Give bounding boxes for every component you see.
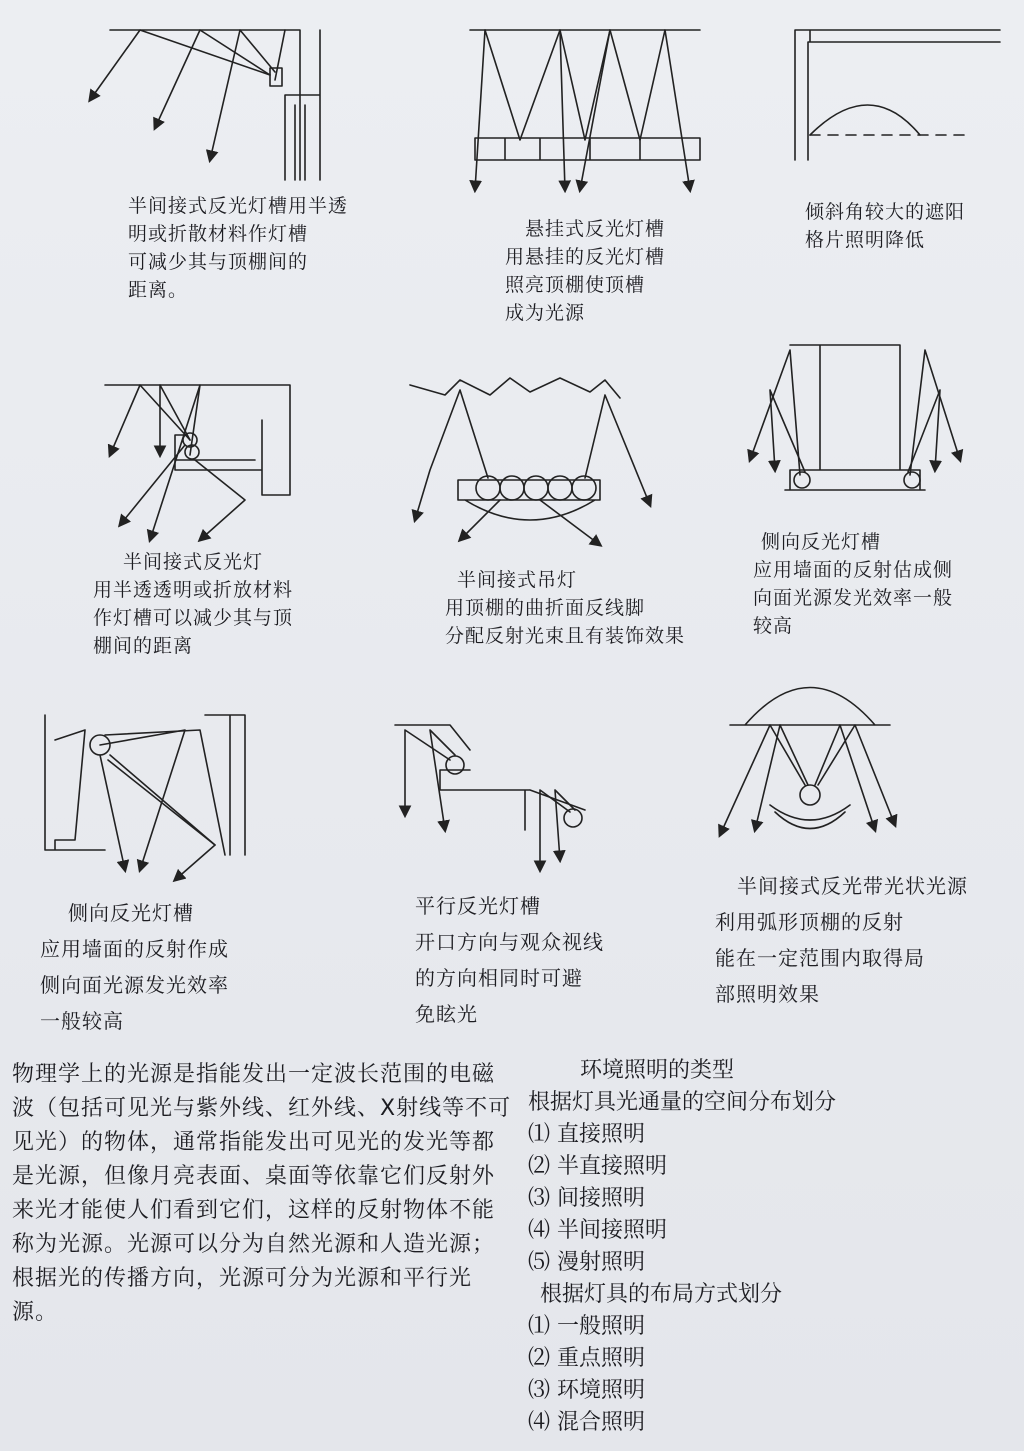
caption-arc-ceiling <box>715 868 968 1012</box>
caption-line: 作灯槽可以减少其与顶 <box>93 607 294 629</box>
caption-line: 一般较高 <box>40 1009 124 1033</box>
list-item: ⑷ 混合照明 <box>528 1410 645 1435</box>
caption-louver <box>805 198 965 254</box>
caption-line: 向面光源发光效率一般 <box>753 587 954 609</box>
section-title: 环境照明的类型 <box>580 1058 735 1083</box>
caption-line: 用半透透明或折放材料 <box>93 579 294 601</box>
diagram-half-indirect-cove <box>90 30 320 180</box>
caption-line: 半间接式反光灯槽用半透 <box>128 195 349 217</box>
caption-line: 用悬挂的反光灯槽 <box>505 246 666 268</box>
list-item: ⑶ 环境照明 <box>528 1378 645 1403</box>
caption-line: 半间接式反光带光状光源 <box>737 874 968 898</box>
caption-line: 悬挂式反光灯槽 <box>525 218 666 240</box>
caption-line: 的方向相同时可避 <box>415 966 583 990</box>
caption-side-cove-1 <box>753 528 953 640</box>
caption-line: 分配反射光束且有装饰效果 <box>445 625 686 647</box>
caption-line: 侧向面光源发光效率 <box>40 973 229 997</box>
diagram-arc-ceiling <box>720 688 895 836</box>
caption-line: 倾斜角较大的遮阳 <box>805 201 966 223</box>
subheading-distribution: 根据灯具光通量的空间分布划分 <box>528 1090 837 1115</box>
caption-half-indirect-cove <box>128 192 348 304</box>
diagram-pendant <box>410 378 650 545</box>
diagram-side-cove-1 <box>750 345 960 490</box>
caption-line: 部照明效果 <box>715 982 820 1006</box>
caption-line: 侧向反光灯槽 <box>68 901 194 925</box>
caption-line: 较高 <box>753 615 794 637</box>
caption-line: 应用墙面的反射估成侧 <box>753 559 954 581</box>
list-item: ⑸ 漫射照明 <box>528 1250 645 1275</box>
list-item: ⑶ 间接照明 <box>528 1186 645 1211</box>
caption-line: 免眩光 <box>415 1002 478 1026</box>
caption-line: 半间接式吊灯 <box>457 569 578 591</box>
caption-line: 能在一定范围内取得局 <box>715 946 925 970</box>
diagram-half-indirect-light <box>105 385 290 540</box>
caption-line: 侧向反光灯槽 <box>761 531 882 553</box>
caption-line: 距离。 <box>128 279 189 301</box>
caption-line: 格片照明降低 <box>805 229 926 251</box>
caption-line: 用顶棚的曲折面反线脚 <box>445 597 646 619</box>
light-source-essay: 物理学上的光源是指能发出一定波长范围的电磁波（包括可见光与紫外线、红外线、X射线等不可见光）的物体，通常指能发出可见光的发光等都是光源，但像月亮表面、桌面等依靠它们反射外来光才能使人们看到它们，这样的反射物体不能称为光源。光源可以分为自然光源和人造光源；根据光的传播方向，光源可分为光源和平行光源。 <box>12 1062 512 1325</box>
caption-line: 开口方向与观众视线 <box>415 930 604 954</box>
caption-half-indirect-light <box>93 548 293 660</box>
diagram-suspended-cove <box>470 30 700 190</box>
caption-line: 利用弧形顶棚的反射 <box>715 910 904 934</box>
diagram-parallel-cove <box>395 725 585 870</box>
caption-line: 应用墙面的反射作成 <box>40 937 229 961</box>
list-item: ⑴ 直接照明 <box>528 1122 645 1147</box>
caption-line: 可减少其与顶棚间的 <box>128 251 309 273</box>
diagram-louver <box>795 30 1000 160</box>
caption-line: 半间接式反光灯 <box>123 551 264 573</box>
list-item: ⑷ 半间接照明 <box>528 1218 667 1243</box>
caption-line: 平行反光灯槽 <box>415 894 541 918</box>
list-item: ⑴ 一般照明 <box>528 1314 645 1339</box>
caption-suspended-cove <box>505 215 665 327</box>
caption-line: 成为光源 <box>505 302 586 324</box>
caption-line: 棚间的距离 <box>93 635 194 657</box>
lighting-types-section <box>528 1055 1008 1439</box>
list-item: ⑵ 半直接照明 <box>528 1154 667 1179</box>
caption-side-cove-2 <box>40 895 229 1039</box>
caption-line: 明或折散材料作灯槽 <box>128 223 309 245</box>
caption-parallel-cove <box>415 888 604 1032</box>
subheading-layout: 根据灯具的布局方式划分 <box>540 1282 783 1307</box>
list-item: ⑵ 重点照明 <box>528 1346 645 1371</box>
caption-line: 照亮顶棚使顶槽 <box>505 274 646 296</box>
diagram-side-cove-2 <box>45 715 245 880</box>
caption-pendant <box>445 566 685 650</box>
